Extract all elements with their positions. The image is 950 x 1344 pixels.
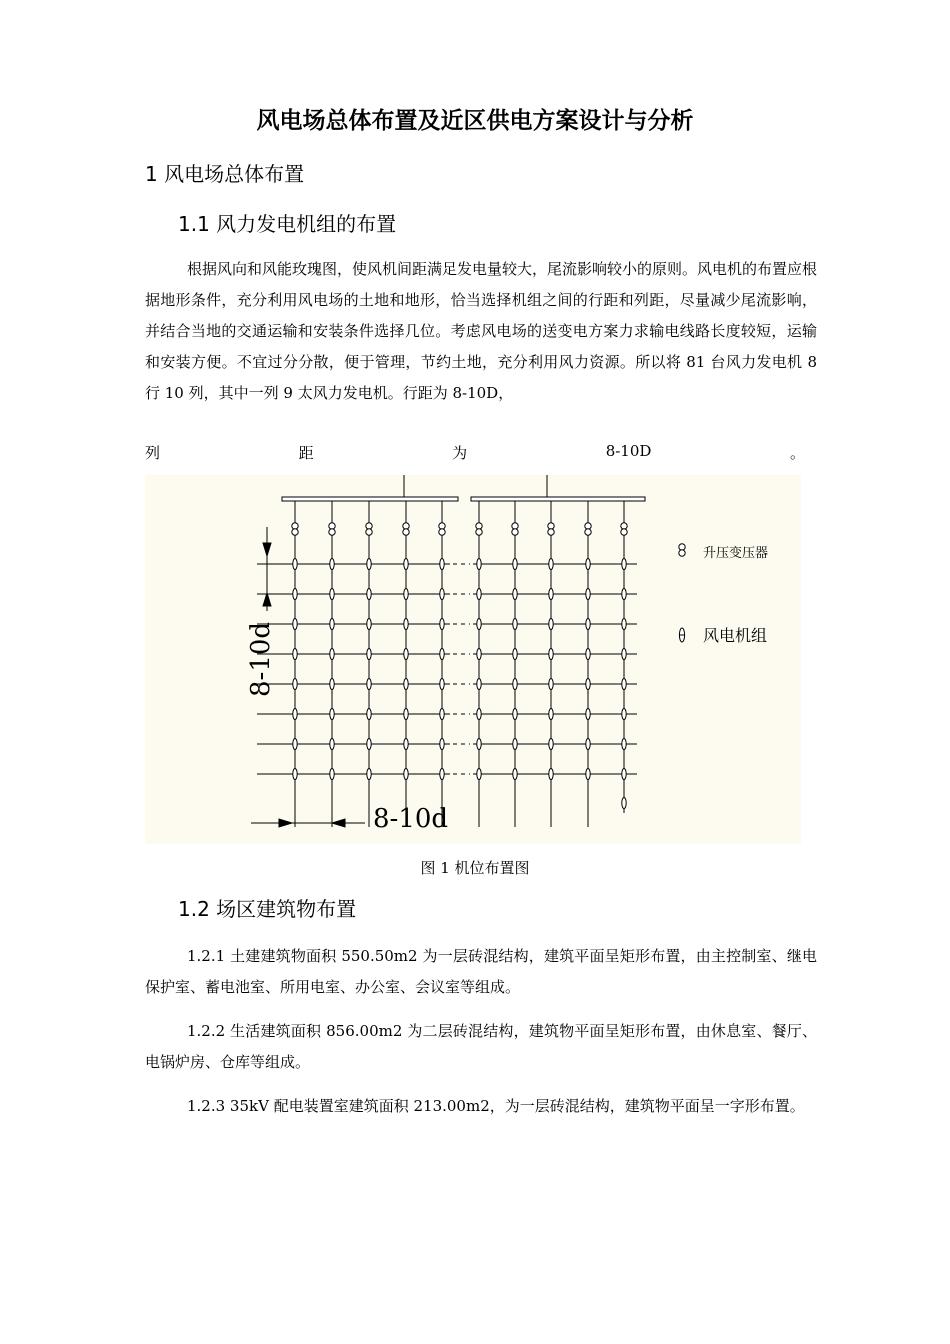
row-spacing-label: 8-10d (246, 621, 276, 697)
turbine-symbol (622, 739, 626, 750)
turbine-symbol (477, 739, 481, 750)
transformer-symbol (329, 529, 335, 535)
turbine-symbol (293, 739, 297, 750)
legend-transformer (679, 544, 768, 561)
turbine-symbol (440, 739, 444, 750)
spread-word: 距 (298, 444, 314, 462)
turbine-symbol (622, 709, 626, 720)
transformer-symbol (476, 523, 482, 529)
turbine-symbol (440, 619, 444, 630)
turbine-symbol (293, 709, 297, 720)
turbine-symbol (513, 619, 517, 630)
transformer-symbol (548, 523, 554, 529)
turbine-symbol (549, 709, 553, 720)
turbine-symbol (477, 769, 481, 780)
turbine-symbol (330, 619, 334, 630)
spread-word: 为 (452, 444, 468, 462)
transformer-symbol (403, 529, 409, 535)
turbine-symbol (367, 649, 371, 660)
turbine-symbol (622, 589, 626, 600)
document-title: 风电场总体布置及近区供电方案设计与分析 (256, 108, 694, 134)
dimension-arrow (263, 593, 271, 606)
bus-bar-right (471, 497, 645, 501)
transformer-legend-icon (679, 550, 685, 556)
turbine-symbol (622, 559, 626, 570)
turbine-symbol (586, 769, 590, 780)
dimension-arrow (279, 819, 292, 827)
turbine-symbol (367, 619, 371, 630)
turbine-symbol (513, 769, 517, 780)
turbine-symbol (404, 589, 408, 600)
turbine-symbol (367, 679, 371, 690)
transformer-symbol (585, 529, 591, 535)
turbine-symbol (622, 619, 626, 630)
turbine-symbol (586, 619, 590, 630)
turbine-symbol (477, 619, 481, 630)
turbine-symbol (549, 619, 553, 630)
turbine-symbol (330, 649, 334, 660)
turbine-symbol (513, 559, 517, 570)
turbine-symbol (549, 679, 553, 690)
turbine-symbol (330, 589, 334, 600)
turbine-symbol (367, 559, 371, 570)
turbine-symbol (440, 649, 444, 660)
transformer-symbol (366, 529, 372, 535)
turbine-symbol (367, 709, 371, 720)
spread-word: 。 (789, 444, 805, 462)
transformer-symbol (292, 529, 298, 535)
section-1-heading: 1 风电场总体布置 (145, 162, 305, 186)
transformer-symbol (512, 523, 518, 529)
transformer-symbol (329, 523, 335, 529)
turbine-symbol (513, 649, 517, 660)
transformer-symbol (585, 523, 591, 529)
transformer-symbol (292, 523, 298, 529)
turbine-symbol (513, 679, 517, 690)
turbine-layout-figure (145, 475, 801, 844)
figure-caption: 图 1 机位布置图 (420, 859, 530, 877)
turbine-symbol (293, 679, 297, 690)
turbine-symbol (330, 679, 334, 690)
turbine-symbol (404, 709, 408, 720)
turbine-symbol (330, 559, 334, 570)
legend-turbine (679, 626, 767, 645)
turbine-symbol (293, 619, 297, 630)
turbine-symbol (622, 649, 626, 660)
turbine-symbol (586, 559, 590, 570)
transformer-symbol (366, 523, 372, 529)
turbine-symbol (477, 559, 481, 570)
turbine-symbol (622, 798, 626, 809)
transformer-legend-icon (679, 544, 685, 550)
turbine-symbol (404, 739, 408, 750)
turbine-symbol (477, 679, 481, 690)
turbine-symbol (440, 589, 444, 600)
turbine-symbol (549, 769, 553, 780)
turbine-symbol (367, 739, 371, 750)
turbine-symbol (330, 769, 334, 780)
spread-word: 8-10D (605, 442, 652, 460)
column-spacing-label: 8-10d (373, 804, 449, 834)
turbine-symbol (586, 589, 590, 600)
turbine-symbol (293, 769, 297, 780)
turbine-symbol (330, 709, 334, 720)
turbine-symbol (440, 709, 444, 720)
turbine-symbol (622, 679, 626, 690)
turbine-symbol (477, 649, 481, 660)
turbine-symbol (622, 769, 626, 780)
turbine-symbol (549, 589, 553, 600)
turbine-symbol (513, 739, 517, 750)
transformer-symbol (621, 529, 627, 535)
turbine-symbol (586, 739, 590, 750)
dimension-arrow (332, 819, 345, 827)
section-1-2-1-paragraph: 1.2.1 土建建筑物面积 550.50m2 为一层砖混结构，建筑平面呈矩形布置，由主控制室、继电保护室、蓄电池室、所用电室、办公室、会议室等组成。 (145, 947, 817, 996)
turbine-symbol (367, 589, 371, 600)
turbine-symbol (367, 769, 371, 780)
turbine-symbol (404, 649, 408, 660)
spread-line (145, 442, 805, 463)
turbine-symbol (404, 679, 408, 690)
legend-turbine-label: 风电机组 (703, 626, 768, 645)
section-1-1-heading: 1.1 风力发电机组的布置 (178, 212, 397, 236)
turbine-symbol (477, 709, 481, 720)
bus-bar-left (282, 497, 458, 501)
turbine-symbol (293, 559, 297, 570)
turbine-symbol (440, 769, 444, 780)
transformer-symbol (512, 529, 518, 535)
turbine-symbol (549, 739, 553, 750)
turbine-symbol (293, 589, 297, 600)
dimension-arrow (263, 543, 271, 556)
turbine-symbol (440, 679, 444, 690)
transformer-symbol (621, 523, 627, 529)
turbine-symbol (440, 559, 444, 570)
turbine-symbol (293, 649, 297, 660)
transformer-symbol (403, 523, 409, 529)
turbine-symbol (549, 649, 553, 660)
turbine-symbol (513, 709, 517, 720)
turbine-symbol (549, 559, 553, 570)
transformer-symbol (439, 523, 445, 529)
turbine-symbol (330, 739, 334, 750)
section-1-2-3-paragraph: 1.2.3 35kV 配电装置室建筑面积 213.00m2，为一层砖混结构，建筑物平面呈一字形布置。 (187, 1097, 805, 1115)
turbine-symbol (404, 769, 408, 780)
turbine-symbol (586, 649, 590, 660)
turbine-symbol (404, 559, 408, 570)
turbine-symbol (513, 589, 517, 600)
turbine-layout-diagram (145, 475, 801, 844)
turbine-symbol (477, 589, 481, 600)
section-1-1-paragraph: 根据风向和风能玫瑰图，使风机间距满足发电量较大，尾流影响较小的原则。风电机的布置应根据地形条件，充分利用风电场的土地和地形，恰当选择机组之间的行距和列距，尽量减少尾流影响，并结合当地的交通运输和安装条件选择几位。考虑风电场的送变电方案力求输电线路长度较短，运输和安装方便。不宜过分分散，便于管理，节约土地，充分利用风力资源。所以将 81 台风力发电机 8 行 10 列，其中一列 9 太风力发电机。行距为 8-10D， (145, 260, 818, 402)
turbine-symbol (404, 619, 408, 630)
transformer-symbol (476, 529, 482, 535)
turbine-symbol (586, 679, 590, 690)
legend-transformer-label: 升压变压器 (703, 546, 769, 561)
transformer-symbol (548, 529, 554, 535)
section-1-2-2-paragraph: 1.2.2 生活建筑面积 856.00m2 为二层砖混结构，建筑物平面呈矩形布置，由休息室、餐厅、电锅炉房、仓库等组成。 (145, 1022, 817, 1071)
transformer-symbol (439, 529, 445, 535)
turbine-symbol (586, 709, 590, 720)
section-1-2-heading: 1.2 场区建筑物布置 (178, 897, 357, 921)
spread-word: 列 (145, 444, 161, 462)
